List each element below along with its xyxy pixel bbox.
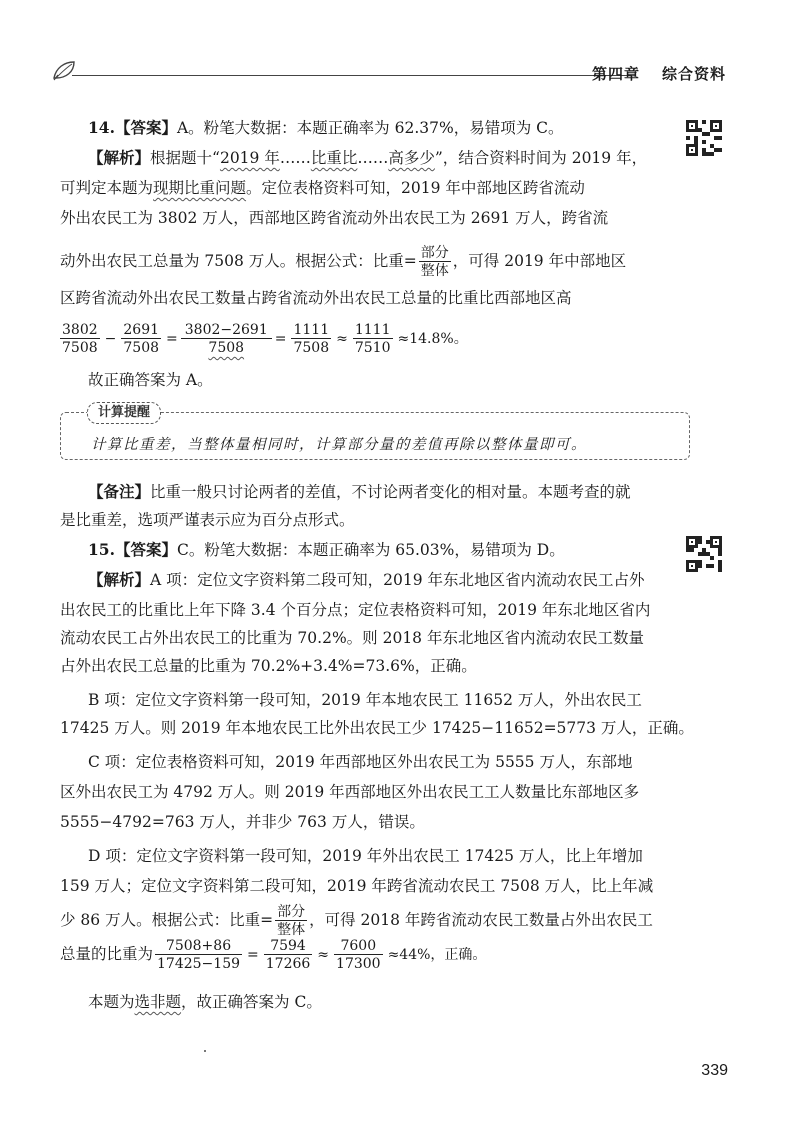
fraction-denominator: 17300 — [336, 956, 381, 972]
q15-analysis-b1: B 项：定位文字资料第一段可知，2019 年本地农民工 11652 万人，外出农民工 — [88, 691, 642, 709]
fraction-denominator: 7508 — [293, 340, 330, 356]
q14-analysis-tag: 【解析】 — [88, 148, 151, 167]
operator: = — [247, 947, 259, 963]
operator: = — [274, 331, 287, 347]
q14-analysis-line5: 区跨省流动外出农民工数量占跨省流动外出农民工总量的比重比西部地区高 — [60, 289, 572, 307]
text-span: 可判定本题为 — [60, 179, 154, 197]
page-number: 339 — [701, 1062, 728, 1079]
tip-text: 计算比重差，当整体量相同时，计算部分量的差值再除以整体量即可。 — [91, 437, 587, 453]
formula-fraction — [419, 245, 451, 279]
q15-analysis-d2: 159 万人；定位文字资料第二段可知，2019 年跨省流动农民工 7508 万人，比上年减 — [60, 877, 654, 895]
formula-fraction — [275, 904, 307, 938]
text-span: 总量的比重为 — [60, 945, 154, 963]
keyword-highlight: 高多少 — [388, 149, 435, 167]
text-span: 动外出农民工总量为 7508 万人。根据公式：比重= — [60, 252, 417, 270]
keyword-highlight: 比重比 — [310, 149, 358, 167]
q14-answer-tag: 14.【答案】 — [88, 118, 177, 137]
qr-code-icon[interactable] — [686, 536, 722, 572]
q14-calculation — [58, 320, 471, 357]
text-span: 比重一般只讨论两者的差值，不讨论两者变化的相对量。本题考查的就 — [150, 483, 631, 501]
calculation-tip-box — [60, 405, 690, 460]
fraction-numerator: 7600 — [340, 938, 377, 954]
fraction-numerator: 2691 — [123, 322, 160, 338]
note-line2: 是比重差，选项严谨表示应为百分点形式。 — [60, 511, 355, 529]
fraction-denominator: 整体 — [420, 263, 449, 279]
q14-analysis-line4 — [60, 245, 626, 279]
q14-conclusion: 故正确答案为 A。 — [88, 371, 213, 389]
q14-analysis-line1 — [88, 148, 647, 168]
fraction-denominator: 7508 — [181, 338, 272, 356]
fraction-denominator: 7508 — [62, 340, 98, 356]
q15-answer-text: C。粉笔大数据：本题正确率为 65.03%，易错项为 D。 — [176, 541, 565, 559]
fraction-denominator: 整体 — [277, 922, 306, 938]
note-tag: 【备注】 — [88, 482, 151, 501]
scan-speck — [204, 1050, 206, 1052]
calc-result: ≈14.8%。 — [397, 331, 468, 347]
q15-formula-line — [60, 904, 653, 938]
calc-result: ≈44%，正确。 — [387, 947, 487, 963]
operator: ≈ — [336, 331, 348, 347]
text-span: ，可得 2019 年中部地区 — [452, 252, 627, 270]
fraction-numerator: 1111 — [354, 322, 391, 338]
fraction — [60, 322, 100, 356]
fraction-numerator: 部分 — [420, 245, 449, 261]
text-span: ，故正确答案为 C。 — [181, 993, 322, 1011]
fraction — [121, 322, 161, 356]
q15-conclusion — [88, 992, 322, 1012]
chapter-label: 第四章 — [591, 65, 640, 83]
q15-analysis-a4: 占外出农民工总量的比重为 70.2%+3.4%=73.6%，正确。 — [60, 657, 477, 675]
page-header — [52, 58, 740, 88]
qr-code-icon[interactable] — [686, 120, 722, 156]
q14-answer-text: A。粉笔大数据：本题正确率为 62.37%，易错项为 C。 — [176, 119, 564, 137]
q15-analysis-c1: C 项：定位表格资料可知，2019 年西部地区外出农民工为 5555 万人，东部地 — [88, 753, 633, 771]
keyword-highlight: 现期比重问题 — [153, 179, 247, 197]
keyword-highlight: 选非题 — [134, 993, 182, 1011]
q15-calculation — [60, 936, 489, 973]
text-span: …… — [357, 149, 389, 167]
q14-analysis-line3: 外出农民工为 3802 万人，西部地区跨省流动外出农民工为 2691 万人，跨省流 — [60, 209, 609, 227]
tip-badge: 计算提醒 — [87, 402, 161, 424]
leaf-icon — [52, 58, 78, 82]
q15-answer-tag: 15.【答案】 — [88, 540, 177, 559]
q14-answer — [88, 118, 563, 138]
q15-analysis-tag: 【解析】 — [88, 570, 151, 589]
header-rule — [72, 75, 632, 76]
q15-analysis-c2: 区外出农民工为 4792 万人。则 2019 年西部地区外出农民工工人数量比东部地区多 — [60, 783, 640, 801]
q15-analysis-d1: D 项：定位文字资料第一段可知，2019 年外出农民工 17425 万人，比上年增加 — [88, 847, 643, 865]
fraction — [264, 938, 313, 972]
fraction — [183, 322, 270, 356]
text-span: A 项：定位文字资料第二段可知，2019 年东北地区省内流动农民工占外 — [150, 571, 645, 589]
fraction-denominator: 17425−159 — [157, 956, 241, 972]
note-line1 — [88, 482, 631, 502]
fraction-numerator: 3802 — [62, 322, 98, 338]
fraction — [291, 322, 331, 356]
keyword-highlight: 2019 年 — [219, 149, 280, 167]
fraction-numerator: 1111 — [293, 322, 330, 338]
q15-analysis-a2: 出农民工的比重比上年下降 3.4 个百分点；定位表格资料可知，2019 年东北地区省内 — [60, 601, 651, 619]
q15-analysis-c3: 5555−4792=763 万人，并非少 763 万人，错误。 — [60, 813, 425, 831]
operator: − — [104, 331, 117, 347]
text-span: 。定位表格资料可知，2019 年中部地区跨省流动 — [246, 179, 585, 197]
fraction-numerator: 7594 — [270, 938, 306, 954]
text-span: ”，结合资料时间为 2019 年， — [434, 149, 648, 167]
fraction-denominator: 7508 — [123, 340, 160, 356]
fraction — [353, 322, 393, 356]
q15-analysis-b2: 17425 万人。则 2019 年本地农民工比外出农民工少 17425−11652=5773 万人，正确。 — [60, 719, 694, 737]
fraction-numerator: 部分 — [277, 904, 306, 920]
section-label: 综合资料 — [661, 65, 726, 83]
fraction — [334, 938, 383, 972]
text-span: 少 86 万人。根据公式：比重= — [60, 911, 274, 929]
text-span: 本题为 — [88, 993, 135, 1011]
fraction-numerator: 7508+86 — [165, 938, 232, 954]
text-span: 根据题十“ — [150, 149, 220, 167]
fraction-numerator: 3802−2691 — [184, 322, 268, 338]
q15-analysis-a1 — [88, 570, 645, 590]
q15-answer — [88, 540, 565, 560]
text-span: ，可得 2018 年跨省流动农民工数量占外出农民工 — [309, 911, 653, 929]
q15-analysis-a3: 流动农民工占外出农民工的比重为 70.2%。则 2018 年东北地区省内流动农民工数量 — [60, 629, 644, 647]
operator: = — [166, 331, 178, 347]
text-span: …… — [279, 149, 311, 167]
q14-analysis-line2 — [60, 178, 585, 198]
operator: ≈ — [317, 947, 330, 963]
chapter-title — [592, 63, 726, 84]
fraction-denominator: 7510 — [354, 340, 391, 356]
fraction-denominator: 17266 — [265, 956, 311, 972]
fraction — [155, 938, 242, 972]
